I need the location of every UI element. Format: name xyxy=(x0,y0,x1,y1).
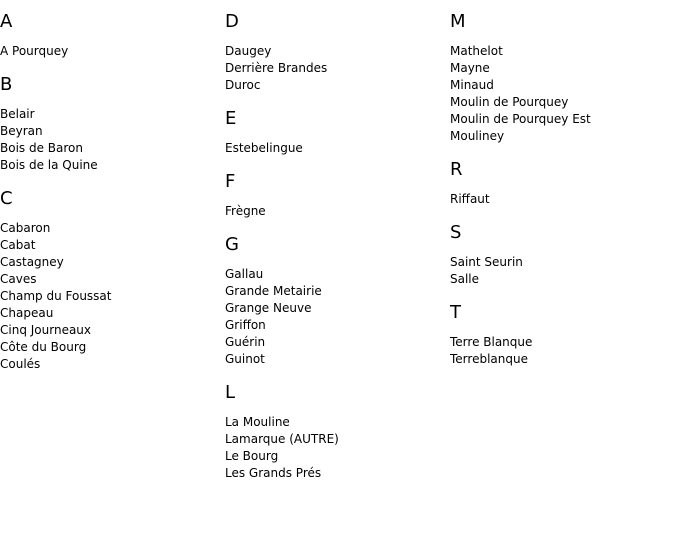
place-link[interactable]: Frègne xyxy=(225,204,266,218)
place-list xyxy=(0,220,220,373)
place-list xyxy=(225,414,445,482)
letter-group xyxy=(0,12,220,60)
place-link[interactable]: Castagney xyxy=(0,255,64,269)
place-link[interactable]: Le Bourg xyxy=(225,449,279,463)
letter-heading: C xyxy=(0,188,13,209)
letter-heading: M xyxy=(450,11,466,32)
place-list xyxy=(450,254,670,288)
place-list xyxy=(0,43,220,60)
letter-group xyxy=(225,235,445,368)
place-link[interactable]: Salle xyxy=(450,272,480,286)
place-list xyxy=(0,106,220,174)
place-link[interactable]: Champ du Foussat xyxy=(0,289,112,303)
place-list xyxy=(225,266,445,368)
place-link[interactable]: Caves xyxy=(0,272,37,286)
place-link[interactable]: Griffon xyxy=(225,318,266,332)
place-link[interactable]: Grange Neuve xyxy=(225,301,312,315)
letter-heading: A xyxy=(0,11,13,32)
index-column-1 xyxy=(0,12,220,388)
place-list xyxy=(225,43,445,94)
letter-group xyxy=(450,223,670,288)
letter-group xyxy=(450,160,670,208)
letter-group xyxy=(225,383,445,482)
place-link[interactable]: Lamarque (AUTRE) xyxy=(225,432,339,446)
letter-group xyxy=(0,75,220,174)
place-link[interactable]: Mayne xyxy=(450,61,490,75)
letter-group xyxy=(450,303,670,368)
place-link[interactable]: Derrière Brandes xyxy=(225,61,328,75)
place-link[interactable]: Cabaron xyxy=(0,221,51,235)
letter-group xyxy=(225,172,445,220)
place-link[interactable]: Guérin xyxy=(225,335,266,349)
place-link[interactable]: Cinq Journeaux xyxy=(0,323,92,337)
letter-heading: B xyxy=(0,74,13,95)
place-link[interactable]: Mouliney xyxy=(450,129,505,143)
letter-group xyxy=(225,109,445,157)
place-link[interactable]: Terre Blanque xyxy=(450,335,533,349)
place-link[interactable]: Belair xyxy=(0,107,35,121)
place-list xyxy=(450,191,670,208)
place-link[interactable]: Grande Metairie xyxy=(225,284,322,298)
place-list xyxy=(225,140,445,157)
place-list xyxy=(450,334,670,368)
place-link[interactable]: Estebelingue xyxy=(225,141,303,155)
letter-heading: G xyxy=(225,234,239,255)
letter-heading: E xyxy=(225,108,237,129)
place-link[interactable]: Guinot xyxy=(225,352,265,366)
place-link[interactable]: A Pourquey xyxy=(0,44,69,58)
place-link[interactable]: Minaud xyxy=(450,78,494,92)
place-link[interactable]: Chapeau xyxy=(0,306,54,320)
place-link[interactable]: Côte du Bourg xyxy=(0,340,87,354)
place-link[interactable]: Moulin de Pourquey Est xyxy=(450,112,591,126)
place-link[interactable]: Saint Seurin xyxy=(450,255,523,269)
place-link[interactable]: Bois de la Quine xyxy=(0,158,98,172)
index-column-2 xyxy=(225,12,445,497)
place-link[interactable]: Terreblanque xyxy=(450,352,528,366)
letter-heading: T xyxy=(450,302,461,323)
index-column-3 xyxy=(450,12,670,383)
place-link[interactable]: Riffaut xyxy=(450,192,490,206)
place-link[interactable]: Gallau xyxy=(225,267,264,281)
place-list xyxy=(450,43,670,145)
place-link[interactable]: La Mouline xyxy=(225,415,290,429)
letter-heading: F xyxy=(225,171,236,192)
place-link[interactable]: Daugey xyxy=(225,44,272,58)
place-link[interactable]: Cabat xyxy=(0,238,36,252)
place-link[interactable]: Mathelot xyxy=(450,44,503,58)
place-link[interactable]: Les Grands Prés xyxy=(225,466,322,480)
place-link[interactable]: Coulés xyxy=(0,357,41,371)
letter-group xyxy=(450,12,670,145)
letter-group xyxy=(0,189,220,373)
letter-group xyxy=(225,12,445,94)
letter-heading: L xyxy=(225,382,236,403)
place-link[interactable]: Moulin de Pourquey xyxy=(450,95,569,109)
place-link[interactable]: Bois de Baron xyxy=(0,141,83,155)
place-link[interactable]: Duroc xyxy=(225,78,261,92)
letter-heading: S xyxy=(450,222,462,243)
letter-heading: R xyxy=(450,159,463,180)
place-list xyxy=(225,203,445,220)
letter-heading: D xyxy=(225,11,239,32)
place-link[interactable]: Beyran xyxy=(0,124,43,138)
